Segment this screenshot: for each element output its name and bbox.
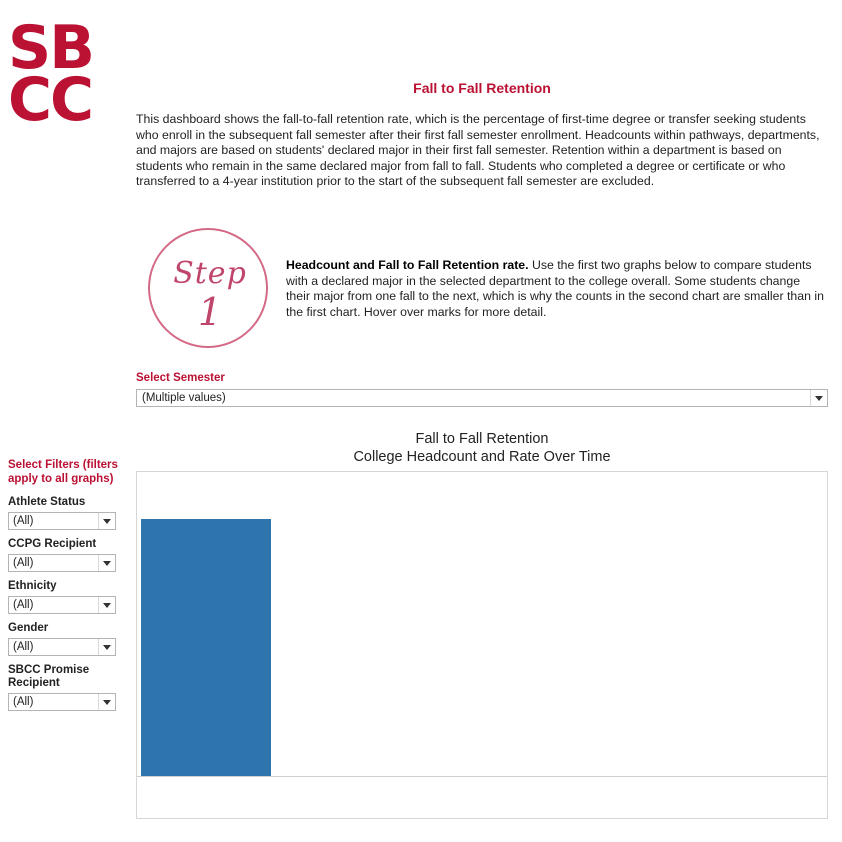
filter-label-ccpg-recipient: CCPG Recipient [8,538,97,550]
step-description [286,258,826,320]
step-description-heading: Headcount and Fall to Fall Retention rate. [286,258,529,272]
filter-value-gender: (All) [13,641,34,653]
semester-filter-dropdown[interactable] [136,389,828,407]
chevron-down-icon[interactable] [98,555,115,571]
chevron-down-icon[interactable] [98,597,115,613]
filter-dropdown-gender[interactable] [8,638,116,656]
filter-label-sbcc-promise-recipient: SBCC Promise Recipient [8,664,90,689]
step-word: Step [173,256,247,291]
semester-filter-value: (Multiple values) [142,392,226,404]
filter-value-ethnicity: (All) [13,599,34,611]
chevron-down-icon[interactable] [98,513,115,529]
filter-label-ethnicity: Ethnicity [8,580,57,592]
chart-plot-area [137,472,827,776]
chart-bar[interactable] [141,519,271,776]
filter-dropdown-athlete-status[interactable] [8,512,116,530]
chevron-down-icon[interactable] [98,639,115,655]
step-badge [148,228,272,352]
chevron-down-icon[interactable] [98,694,115,710]
filter-panel [8,458,128,711]
chevron-down-icon[interactable] [810,390,827,406]
sbcc-logo [8,13,140,135]
filter-value-athlete-status: (All) [13,515,34,527]
logo-line-1: SB [8,13,93,83]
filter-value-ccpg-recipient: (All) [13,557,34,569]
dashboard-description: This dashboard shows the fall-to-fall retention rate, which is the percentage of first-time degree or transfer seeking students who enroll in the subsequent fall semester after their first fall semester enrollment. Headcounts within pathways, departments, and majors are based on students' declared major in their first fall semester. Retention within a department is based on students who remain in the same declared major from fall to fall. Students who completed a degree or certificate or who transferred to a 4-year institution prior to the start of the subsequent fall semester are excluded. [136,112,820,188]
filter-panel-title: Select Filters (filters apply to all graphs) [8,459,118,485]
page-title: Fall to Fall Retention [413,80,551,96]
filter-label-athlete-status: Athlete Status [8,496,86,508]
chart-title [136,430,828,466]
filter-dropdown-ccpg-recipient[interactable] [8,554,116,572]
step-description-body: Use the first two graphs below to compare students with a declared major in the selected department to the college overall. Some students change their major from one fall to the next, which is why the counts in the second chart are smaller than in the first chart. Hover over marks for more detail. [286,258,824,319]
chart-title-line-1: Fall to Fall Retention [415,431,549,447]
filter-dropdown-ethnicity[interactable] [8,596,116,614]
step-number: 1 [197,290,223,334]
chart-title-line-2: College Headcount and Rate Over Time [353,449,611,465]
retention-chart[interactable] [136,471,828,819]
step-circle-outline [148,228,268,348]
filter-value-sbcc-promise-recipient: (All) [13,696,34,708]
filter-label-gender: Gender [8,622,49,634]
logo-line-2: CC [8,65,93,135]
semester-filter-label: Select Semester [136,372,225,384]
x-axis-labels [137,777,827,818]
filter-dropdown-sbcc-promise-recipient[interactable] [8,693,116,711]
